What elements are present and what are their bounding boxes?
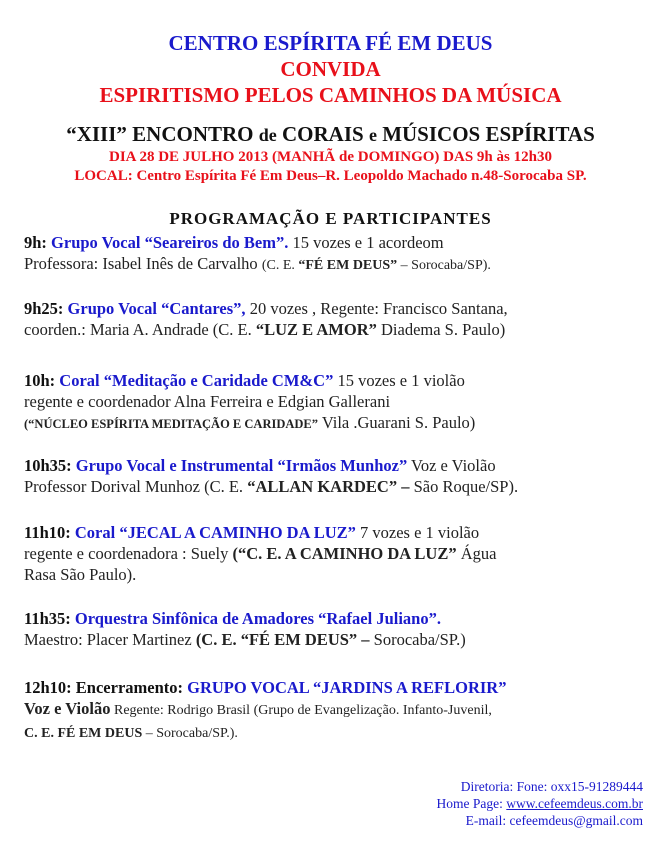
item-coordinator: regente e coordenadora : Suely: [24, 544, 233, 563]
item-time: 11h35:: [24, 609, 71, 628]
item-city: Vila .Guarani S. Paulo): [318, 413, 476, 432]
item-center: (“NÚCLEO ESPÍRITA MEDITAÇÃO E CARIDADE”: [24, 417, 319, 431]
program-heading: PROGRAMAÇÃO E PARTICIPANTES: [169, 209, 492, 228]
footer-contact: [437, 778, 643, 829]
item-center: C. E. FÉ EM DEUS: [24, 726, 143, 741]
item-city: São Roque/SP).: [409, 477, 519, 496]
footer-homepage: [437, 795, 643, 812]
event-title: [0, 121, 661, 148]
homepage-label: Home Page:: [436, 796, 507, 811]
event-title-word: e: [368, 125, 377, 145]
event-title-word: CORAIS: [276, 122, 369, 146]
event-title-word: MÚSICOS ESPÍRITAS: [376, 122, 595, 146]
item-time: 9h25:: [24, 299, 64, 318]
item-time: 10h:: [24, 371, 56, 390]
item-instruments: Voz e Violão: [24, 699, 111, 718]
program-item: [24, 522, 496, 585]
item-teacher: Professora: Isabel Inês de Carvalho: [24, 254, 262, 273]
footer-email[interactable]: E-mail: cefeemdeus@gmail.com: [465, 813, 643, 828]
footer-phone: Diretoria: Fone: oxx15-91289444: [460, 779, 643, 794]
event-edition: “XIII”: [66, 122, 133, 146]
item-coordinator: regente e coordenador Alna Ferreira e Edgian Gallerani: [24, 392, 391, 411]
item-detail: 15 vozes e 1 violão: [333, 371, 465, 390]
item-name: Coral “JECAL A CAMINHO DA LUZ”: [74, 523, 356, 542]
header-invites: CONVIDA: [280, 57, 381, 81]
item-detail: Regente: Rodrigo Brasil (Grupo de Evangelização. Infanto-Juvenil,: [110, 703, 492, 718]
item-teacher: Professor Dorival Munhoz (C. E.: [24, 477, 248, 496]
homepage-link[interactable]: www.cefeemdeus.com.br: [506, 796, 643, 811]
program-item: [24, 298, 508, 340]
item-maestro: Maestro: Placer Martinez: [24, 630, 196, 649]
item-city: – Sorocaba/SP.).: [142, 726, 238, 741]
item-name: Orquestra Sinfônica de Amadores “Rafael Juliano”.: [74, 609, 441, 628]
program-item: [24, 370, 475, 435]
item-city: Diadema S. Paulo): [376, 320, 506, 339]
item-name: Grupo Vocal e Instrumental “Irmãos Munhoz”: [75, 456, 408, 475]
event-block: [0, 121, 661, 186]
header-org-name: CENTRO ESPÍRITA FÉ EM DEUS: [168, 31, 493, 55]
item-detail: 7 vozes e 1 violão: [355, 523, 480, 542]
item-detail: Voz e Violão: [407, 456, 496, 475]
item-name: GRUPO VOCAL “JARDINS A REFLORIR”: [187, 678, 507, 697]
item-detail: 15 vozes e 1 acordeom: [288, 233, 444, 252]
item-name: Coral “Meditação e Caridade CM&C”: [59, 371, 334, 390]
item-center: “ALLAN KARDEC” –: [247, 477, 410, 496]
program-item: [24, 455, 518, 497]
header-theme: ESPIRITISMO PELOS CAMINHOS DA MÚSICA: [99, 83, 562, 107]
event-location: LOCAL: Centro Espírita Fé Em Deus–R. Leopoldo Machado n.48-Sorocaba SP.: [74, 168, 587, 184]
item-city: – Sorocaba/SP).: [397, 258, 491, 273]
item-name: Grupo Vocal “Cantares”,: [67, 299, 246, 318]
item-center: “FÉ EM DEUS”: [298, 258, 398, 273]
item-time: 10h35:: [24, 456, 72, 475]
event-title-word: ENCONTRO: [132, 122, 259, 146]
item-center: “LUZ E AMOR”: [255, 320, 377, 339]
item-center: (C. E. “FÉ EM DEUS” –: [195, 630, 370, 649]
event-title-word: de: [258, 125, 277, 145]
item-time: 9h:: [24, 233, 47, 252]
event-date: DIA 28 DE JULHO 2013 (MANHÃ de DOMINGO) DAS 9h às 12h30: [109, 149, 552, 165]
item-city: Água: [456, 544, 497, 563]
item-detail: 20 vozes , Regente: Francisco Santana,: [245, 299, 508, 318]
item-city: Rasa São Paulo).: [24, 565, 137, 584]
item-coordinator: coorden.: Maria A. Andrade (C. E.: [24, 320, 256, 339]
program-item: [24, 608, 466, 650]
program-item: [24, 677, 506, 744]
item-center-prefix: (C. E.: [261, 258, 299, 273]
item-city: Sorocaba/SP.): [369, 630, 466, 649]
item-time: 12h10: Encerramento:: [24, 678, 184, 697]
item-center: (“C. E. A CAMINHO DA LUZ”: [232, 544, 457, 563]
item-time: 11h10:: [24, 523, 71, 542]
item-name: Grupo Vocal “Seareiros do Bem”.: [51, 233, 289, 252]
program-item: [24, 232, 491, 276]
header: [0, 30, 661, 108]
